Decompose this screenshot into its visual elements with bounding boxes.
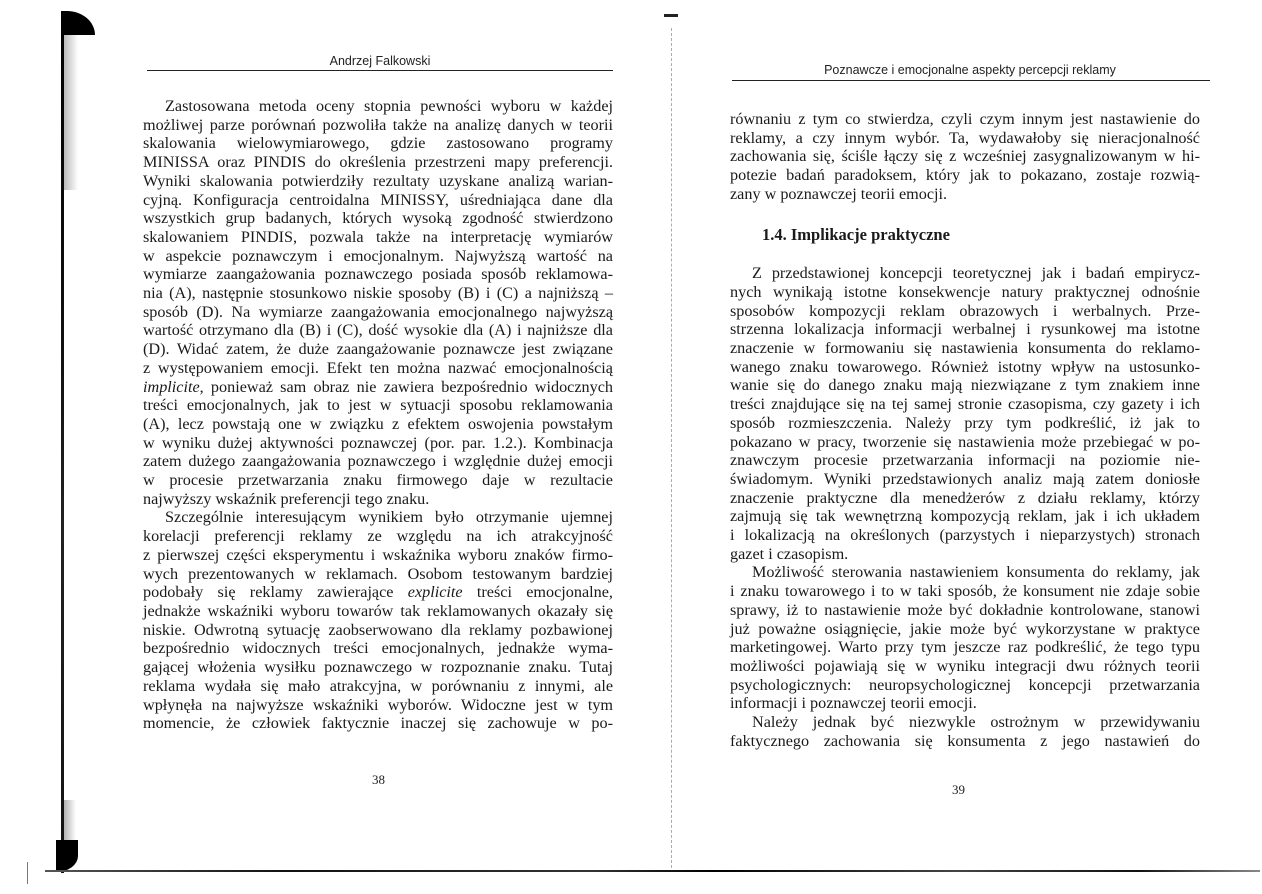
text-line: zajmują się tak wewnętrzną kompozycją reklam, jak i ich układem <box>730 507 1200 526</box>
text-line: zatem dużego zaangażowania poznawczego i względnie dużej emocji <box>143 452 613 471</box>
text-line: informacji i poznawczej teorii emocji. <box>730 694 977 713</box>
running-head-author: Andrzej Falkowski <box>329 54 431 68</box>
text-line: (A), lecz powstają one w związku z efektem oswojenia powstałym <box>143 414 613 433</box>
text-line: wpłynęła na najwyższe wskaźniki wyborów. Widoczne jest w tym <box>143 695 613 714</box>
text-line: znaczenie w formowaniu się nastawienia konsumenta do reklamo- <box>730 339 1200 358</box>
text-line: potezie badań paradoksem, który jak to pokazano, zostaje rozwią- <box>730 166 1200 185</box>
text-line: świadomym. Wyniki przedstawionych analiz mają zatem doniosłe <box>730 469 1200 488</box>
text-line: strzenna lokalizacja informacji werbalnej i rysunkowej ma istotne <box>730 320 1200 339</box>
paragraph <box>730 110 1200 204</box>
text-line: z pierwszej części eksperymentu i wskaźnika wyboru znaków firmo- <box>143 545 613 564</box>
text-line: w wyniku dużej aktywności poznawczej (por. par. 1.2.). Kombinacja <box>143 433 613 452</box>
section-heading: 1.4. Implikacje praktyczne <box>762 224 950 244</box>
scan-bottom-edge <box>45 870 1260 872</box>
text-line: równaniu z tym co stwierdza, czyli czym innym jest nastawienie do <box>730 110 1200 128</box>
text-line: Należy jednak być niezwykle ostrożnym w przewidywaniu <box>752 713 1200 732</box>
text-line: wanego znaku towarowego. Również istotny wpływ na ustosunko- <box>730 357 1200 376</box>
text-line: już poważne osiągnięcie, jakie może być wykorzystane w praktyce <box>730 619 1200 638</box>
paragraph <box>730 264 1200 563</box>
text-line: Z przedstawionej koncepcji teoretycznej jak i badań empirycz- <box>752 264 1200 283</box>
text-line: z występowaniem emocji. Efekt ten można nazwać emocjonalnością <box>143 358 613 377</box>
scan-corner-shadow-bottom <box>56 840 78 872</box>
text-line: (D). Widać zatem, że duże zaangażowanie poznawcze jest związane <box>143 340 613 359</box>
text-line: Szczególnie interesującym wynikiem było otrzymanie ujemnej <box>165 508 613 527</box>
header-rule <box>732 80 1210 81</box>
text-line: skalowaniem PINDIS, pozwala także na interpretację wymiarów <box>143 227 613 246</box>
text-line: w aspekcie poznawczym i emocjonalnym. Najwyższą wartość na <box>143 246 613 265</box>
text-line: i lokalizacją na określonych (parzystych i nieparzystych) stronach <box>730 526 1200 545</box>
text-line: możliwości pojawiają się w wyniku integracji dwu różnych teorii <box>730 656 1200 675</box>
text-line: w procesie przetwarzania znaku firmowego daje w rezultacie <box>143 471 613 490</box>
page-number: 39 <box>952 782 965 797</box>
text-line: treści znajdujące się na tej samej stronie czasopisma, czy gazety i ich <box>730 395 1200 414</box>
text-line: znawczym procesie przetwarzania informacji na poziomie nie- <box>730 451 1200 470</box>
text-line: skalowania wielowymiarowego, gdzie zastosowano programy <box>143 134 613 153</box>
paragraph <box>730 563 1200 713</box>
body-text <box>143 97 613 733</box>
text-line: momencie, że człowiek faktycznie inaczej się zachowuje w po- <box>143 714 613 733</box>
text-line: nia (A), następnie stosunkowo niskie sposoby (B) i (C) a najniższą – <box>143 284 613 303</box>
gutter-mark <box>664 14 678 17</box>
text-line: reklama wydała się mało atrakcyjna, w porównaniu z innymi, ale <box>143 676 613 695</box>
text-line: cyjną. Konfiguracja centroidalna MINISSY, uśredniająca dane dla <box>143 190 613 209</box>
text-line: marketingowej. Warto przy tym jeszcze raz podkreślić, że tego typu <box>730 638 1200 657</box>
text-line: Wyniki skalowania potwierdziły rezultaty uzyskane analizą warian- <box>143 171 613 190</box>
text-line: znaczenie praktyczne dla menedżerów z działu reklamy, którzy <box>730 488 1200 507</box>
text-line: gazet i czasopism. <box>730 544 849 563</box>
text-line: faktycznego zachowania się konsumenta z jego nastawień do <box>730 731 1200 750</box>
text-line: psychologicznych: neuropsychologicznej koncepcji przetwarzania <box>730 675 1200 694</box>
scan-mark <box>27 862 28 884</box>
page-number: 38 <box>372 772 385 787</box>
text-line: zachowania się, ściśle łączy się z wcześniej zasygnalizowanym w hi- <box>730 147 1200 166</box>
text-line: najwyższy wskaźnik preferencji tego znaku. <box>143 489 430 508</box>
running-head-title: Poznawcze i emocjonalne aspekty percepcji reklamy <box>824 63 1116 77</box>
text-line: sposób rozmieszczenia. Należy przy tym podkreślić, iż jak to <box>730 413 1200 432</box>
text-line: treści emocjonalnych, jak to jest w sytuacji sposobu reklamowania <box>143 396 613 415</box>
text-line: korelacji preferencji reklamy ze względu na ich atrakcyjność <box>143 527 613 546</box>
text-line: bezpośrednio widocznych treści emocjonalnych, jednakże wyma- <box>143 639 613 658</box>
body-text <box>730 110 1200 751</box>
paragraphs-before-heading <box>730 110 1200 204</box>
text-line: implicite, ponieważ sam obraz nie zawiera bezpośrednio widocznych <box>143 377 613 396</box>
text-line: MINISSA oraz PINDIS do określenia przestrzeni mapy preferencji. <box>143 153 613 172</box>
text-line: wanie się do danego znaku mają niezwiązane z tym znakiem inne <box>730 376 1200 395</box>
paragraph <box>143 508 613 732</box>
book-gutter <box>671 28 672 868</box>
text-line: i znaku towarowego i to w taki sposób, że konsument nie zdaje sobie <box>730 582 1200 601</box>
paragraph <box>143 97 613 508</box>
text-line: niskie. Odwrotną sytuację zaobserwowano dla reklamy pozbawionej <box>143 620 613 639</box>
text-line: możliwej parze porównań pozwoliła także na analizę danych w teorii <box>143 115 613 134</box>
text-line: sposobów kompozycji reklam obrazowych i werbalnych. Prze- <box>730 301 1200 320</box>
text-line: sposób (D). Na wymiarze zaangażowania emocjonalnego najwyższą <box>143 302 613 321</box>
text-line: wymiarze zaangażowania poznawczego posiada sposób reklamowa- <box>143 265 613 284</box>
text-line: reklamy, a czy innym wybór. Ta, wydawałoby się nieracjonalność <box>730 128 1200 147</box>
text-line: wartość otrzymano dla (B) i (C), dość wysokie dla (A) i najniższe dla <box>143 321 613 340</box>
scan-smear <box>64 30 78 190</box>
italic-term: implicite <box>143 377 200 396</box>
text-line: sprawy, iż to nastawienie może być dokładnie kontrolowane, stanowi <box>730 600 1200 619</box>
italic-term: explicite <box>407 583 463 602</box>
text-line: wszystkich grup badanych, których wysoką zgodność stwierdzono <box>143 209 613 228</box>
paragraphs-after-heading <box>730 264 1200 750</box>
text-line: Zastosowana metoda oceny stopnia pewności wyboru w każdej <box>165 97 613 115</box>
text-line: nych wynikają istotne konsekwencje natury praktycznej odnośnie <box>730 282 1200 301</box>
header-rule <box>147 70 613 71</box>
text-line: podobały się reklamy zawierające explicite treści emocjonalne, <box>143 583 613 602</box>
paragraph <box>730 713 1200 750</box>
text-line: jednakże wskaźniki wyboru towarów tak reklamowanych okazały się <box>143 601 613 620</box>
text-line: gającej włożenia wysiłku poznawczego w rozpoznanie znaku. Tutaj <box>143 658 613 677</box>
text-line: pokazano w pracy, tworzenie się nastawienia może przebiegać w po- <box>730 432 1200 451</box>
text-line: wych prezentowanych w reklamach. Osobom testowanym bardziej <box>143 564 613 583</box>
text-line: zany w poznawczej teorii emocji. <box>730 184 948 203</box>
text-line: Możliwość sterowania nastawieniem konsumenta do reklamy, jak <box>752 563 1200 582</box>
